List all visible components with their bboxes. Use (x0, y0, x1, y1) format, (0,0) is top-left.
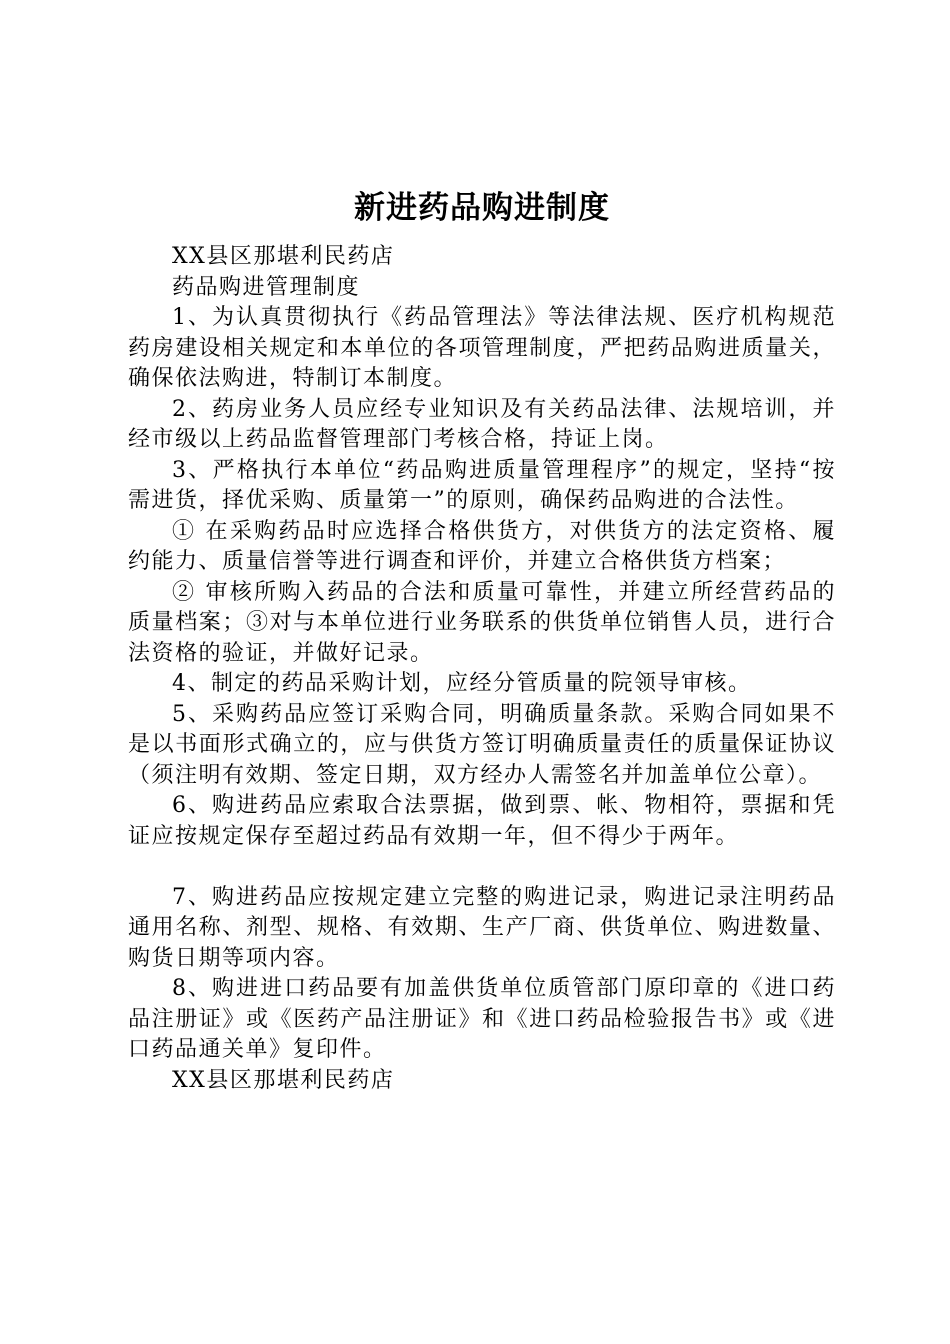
clause-3-item-2: ② 审核所购入药品的合法和质量可靠性，并建立所经营药品的质量档案；③对与本单位进行业务联系的供货单位销售人员，进行合法资格的验证，并做好记录。 (128, 579, 836, 666)
clause-8: 8、购进进口药品要有加盖供货单位质管部门原印章的《进口药品注册证》或《医药产品注册证》和《进口药品检验报告书》或《进口药品通关单》复印件。 (128, 976, 836, 1062)
clause-3-item-1: ① 在采购药品时应选择合格供货方，对供货方的法定资格、履约能力、质量信誉等进行调查和评价，并建立合格供货方档案； (128, 518, 836, 574)
clause-2: 2、药房业务人员应经专业知识及有关药品法律、法规培训，并经市级以上药品监督管理部门考核合格，持证上岗。 (128, 396, 836, 452)
document-subtitle: 药品购进管理制度 (172, 274, 361, 300)
document-title: 新进药品购进制度 (354, 190, 610, 226)
clause-6: 6、购进药品应索取合法票据，做到票、帐、物相符，票据和凭证应按规定保存至超过药品有效期一年，但不得少于两年。 (128, 793, 836, 849)
document-page (128, 180, 836, 1096)
clause-1: 1、为认真贯彻执行《药品管理法》等法律法规、医疗机构规范药房建设相关规定和本单位的各项管理制度，严把药品购进质量关，确保依法购进，特制订本制度。 (128, 305, 836, 391)
store-name: XX县区那堪利民药店 (172, 244, 395, 269)
clause-4: 4、制定的药品采购计划，应经分管质量的院领导审核。 (172, 671, 752, 696)
clause-5: 5、采购药品应签订采购合同，明确质量条款。采购合同如果不是以书面形式确立的，应与供货方签订明确质量责任的质量保证协议（须注明有效期、签定日期，双方经办人需签名并加盖单位公章）。 (128, 701, 836, 788)
clause-7: 7、购进药品应按规定建立完整的购进记录，购进记录注明药品通用名称、剂型、规格、有效期、生产厂商、供货单位、购进数量、购货日期等项内容。 (128, 884, 836, 971)
clause-3: 3、严格执行本单位“药品购进质量管理程序”的规定，坚持“按需进货，择优采购、质量第一”的原则，确保药品购进的合法性。 (128, 457, 836, 513)
store-name-footer: XX县区那堪利民药店 (172, 1067, 395, 1093)
blank-line (128, 852, 836, 883)
